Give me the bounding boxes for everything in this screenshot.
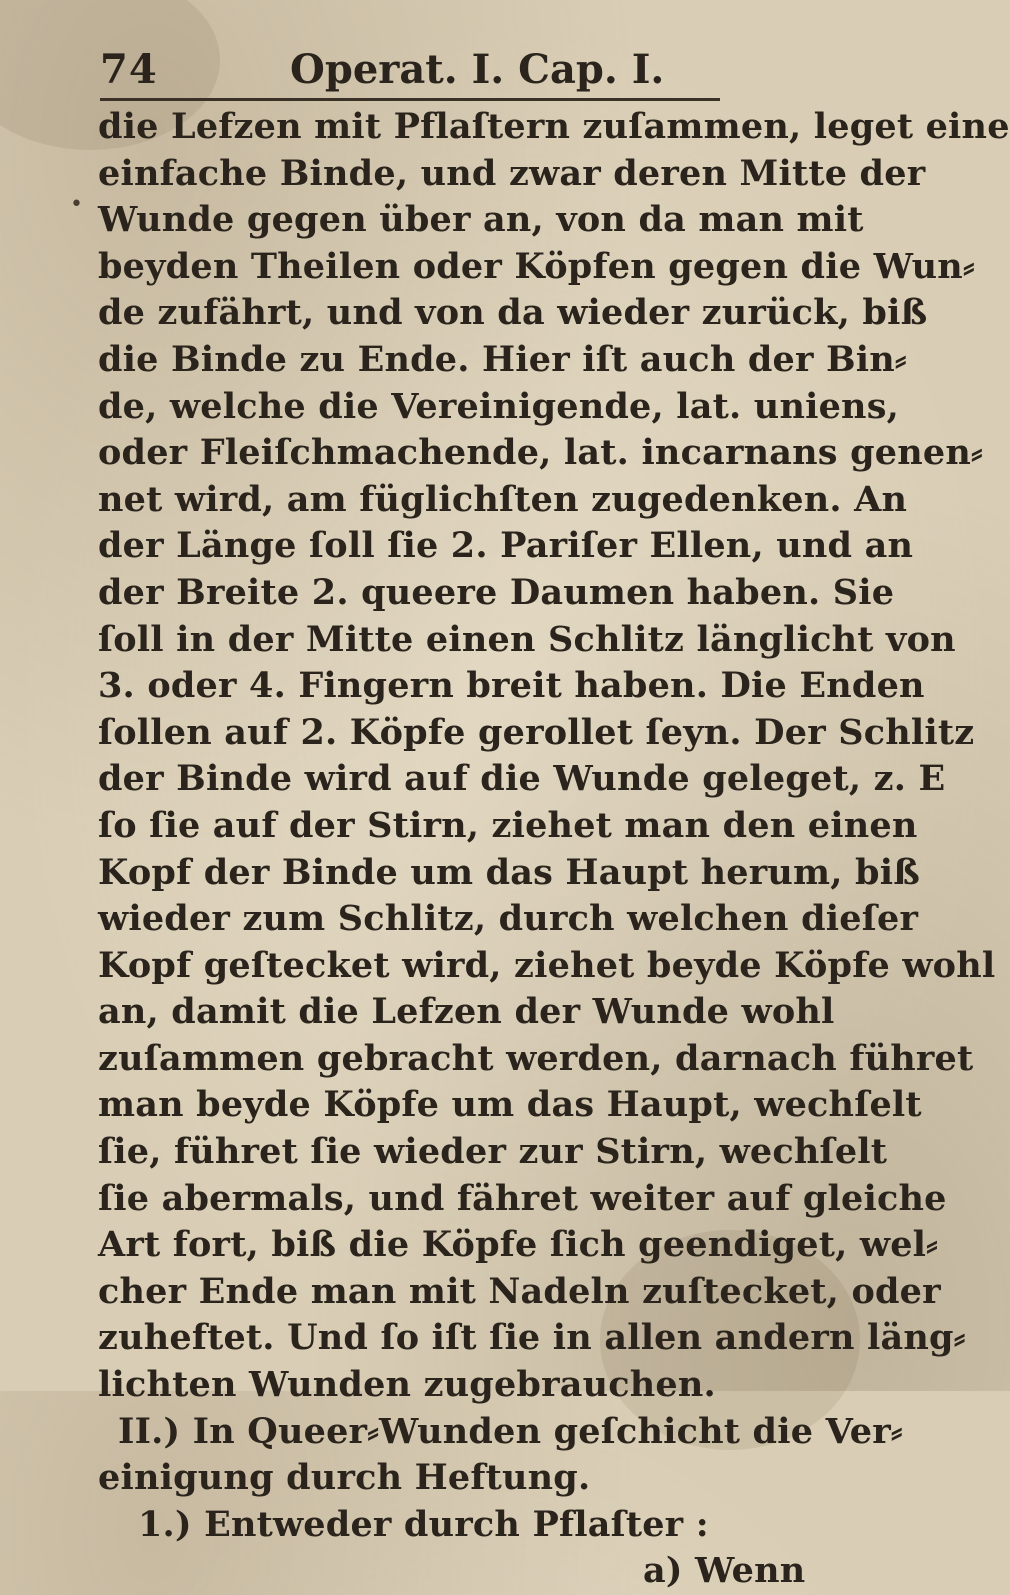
text-line: cher Ende man mit Nadeln zuſtecket, oder [98, 1270, 941, 1312]
text-line: ſollen auf 2. Köpfe gerollet ſeyn. Der Schlitz [98, 711, 975, 753]
running-head: Operat. I. Cap. I. [290, 46, 665, 93]
body-text [98, 104, 1010, 1595]
text-line: zuſammen gebracht werden, darnach führet [98, 1037, 974, 1079]
text-line: zuheftet. Und ſo iſt ſie in allen andern läng⸗ [98, 1317, 966, 1359]
text-line: 3. oder 4. Fingern breit haben. Die Enden [98, 665, 925, 707]
text-line: der Länge ſoll ſie 2. Pariſer Ellen, und an [98, 525, 914, 567]
text-line: Kopf geſtecket wird, ziehet beyde Köpfe wohl [98, 944, 996, 986]
text-line: die Lefzen mit Pflaſtern zuſammen, leget eine [98, 106, 1010, 147]
text-line: lichten Wunden zugebrauchen. [98, 1364, 716, 1406]
text-line: Wunde gegen über an, von da man mit [98, 199, 864, 241]
page-header [100, 40, 740, 92]
text-line: oder Fleiſchmachende, lat. incarnans genen⸗ [98, 432, 983, 474]
text-line: net wird, am füglichſten zugedenken. An [98, 478, 908, 520]
text-line: Kopf der Binde um das Haupt herum, biß [98, 851, 921, 893]
text-line: wieder zum Schlitz, durch welchen dieſer [98, 898, 919, 940]
text-line: ſoll in der Mitte einen Schlitz länglicht von [98, 618, 956, 660]
text-line: Art fort, biß die Köpfe ſich geendiget, wel⸗ [98, 1224, 939, 1266]
text-line: beyden Theilen oder Köpfen gegen die Wun⸗ [98, 245, 975, 287]
text-line: der Breite 2. queere Daumen haben. Sie [98, 571, 895, 613]
header-rule [100, 98, 720, 101]
text-line: ſie, führet ſie wieder zur Stirn, wechſelt [98, 1131, 888, 1173]
section-heading-line: II.) In Queer⸗Wunden geſchicht die Ver⸗ [118, 1410, 903, 1452]
text-line: an, damit die Lefzen der Wunde wohl [98, 991, 835, 1033]
page-number: 74 [100, 46, 158, 93]
text-line: de zufährt, und von da wieder zurück, biß [98, 292, 928, 334]
text-line: ſo ſie auf der Stirn, ziehet man den einen [98, 804, 918, 846]
text-line: der Binde wird auf die Wunde geleget, z. E [98, 758, 946, 800]
section-heading-line: einigung durch Heftung. [98, 1457, 591, 1499]
text-line: man beyde Köpfe um das Haupt, wechſelt [98, 1084, 922, 1126]
text-line: einfache Binde, und zwar deren Mitte der [98, 152, 926, 194]
subsection-line: 1.) Entweder durch Pflaſter : [138, 1503, 709, 1545]
text-line: de, welche die Vereinigende, lat. uniens, [98, 385, 899, 427]
text-line: die Binde zu Ende. Hier iſt auch der Bin⸗ [98, 338, 907, 380]
text-line: ſie abermals, und fähret weiter auf gleiche [98, 1177, 947, 1219]
catchword: a) Wenn [643, 1550, 806, 1592]
margin-mark: • [70, 192, 83, 217]
